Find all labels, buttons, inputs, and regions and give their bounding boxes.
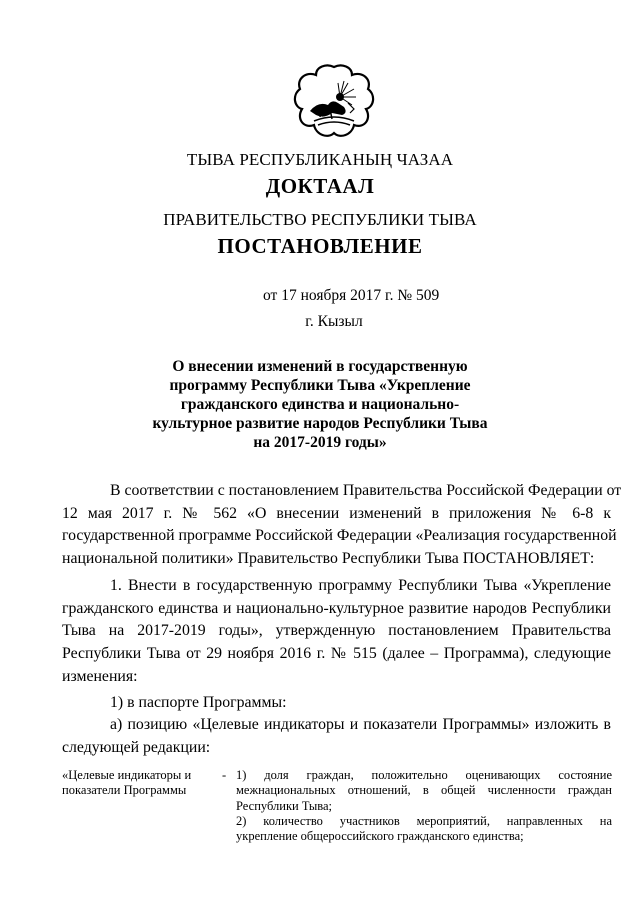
preamble-line: 12 мая 2017 г. № 562 «О внесении изменений в приложения № 6-8 к <box>62 504 611 522</box>
indicators-label-line: «Целевые индикаторы и <box>62 768 192 782</box>
russian-authority: ПРАВИТЕЛЬСТВО РЕСПУБЛИКИ ТЫВА <box>163 210 477 229</box>
tuva-coat-of-arms-icon <box>292 63 376 141</box>
clause-1-line: Республики Тыва от 29 ноября 2016 г. № 515 (далее – Программа), следующие <box>62 645 611 663</box>
table-dash: - <box>222 768 227 782</box>
title-line: гражданского единства и национально- <box>180 396 460 413</box>
document-date-number: от 17 ноября 2017 г. № 509 <box>263 287 440 304</box>
subclause-a-line: следующей редакции: <box>62 738 211 756</box>
indicators-value-cell <box>236 768 612 844</box>
indicator-line: Республики Тыва; <box>236 798 333 813</box>
clause-1-paragraph <box>62 575 611 689</box>
clause-1-line: изменения: <box>62 667 138 685</box>
russian-document-type: ПОСТАНОВЛЕНИЕ <box>217 234 423 258</box>
subclause-a <box>62 714 611 759</box>
subclause-1 <box>62 692 611 715</box>
document-city: г. Кызыл <box>305 313 363 330</box>
indicator-line: межнациональных отношений, в общей численности граждан <box>236 783 612 798</box>
preamble-line: В соответствии с постановлением Правительства Российской Федерации от <box>110 482 622 499</box>
clause-1-line: гражданского единства и национально-культурное развитие народов Республики <box>62 599 611 617</box>
clause-1-line: Тыва на 2017-2019 годы», утвержденную постановлением Правительства <box>62 622 611 640</box>
title-line: культурное развитие народов Республики Тыва <box>152 415 488 432</box>
indicator-line: 2) количество участников мероприятий, направленных на <box>236 813 612 828</box>
indicator-line: 1) доля граждан, положительно оценивающих состояние <box>236 768 612 782</box>
title-line: программу Республики Тыва «Укрепление <box>169 377 471 394</box>
document-title <box>0 357 640 452</box>
preamble-paragraph <box>62 480 622 571</box>
title-line: О внесении изменений в государственную <box>172 358 468 375</box>
indicators-label-cell <box>62 768 212 798</box>
subclause-1-line: 1) в паспорте Программы: <box>110 694 287 711</box>
title-line: на 2017-2019 годы» <box>253 434 387 451</box>
clause-1-line: 1. Внести в государственную программу Республики Тыва «Укрепление <box>110 577 611 594</box>
subclause-a-line: а) позицию «Целевые индикаторы и показатели Программы» изложить в <box>110 716 611 733</box>
indicators-label-line: показатели Программы <box>62 783 187 797</box>
preamble-line: государственной программе Российской Федерации «Реализация государственной <box>62 527 617 545</box>
indicator-line: укрепление общероссийского гражданского единства; <box>236 829 524 844</box>
tuvan-authority: ТЫВА РЕСПУБЛИКАНЫҢ ЧАЗАА <box>186 150 454 169</box>
tuvan-document-type: ДОКТААЛ <box>265 174 375 198</box>
preamble-line: национальной политики» Правительство Республики Тыва ПОСТАНОВЛЯЕТ: <box>62 550 595 568</box>
